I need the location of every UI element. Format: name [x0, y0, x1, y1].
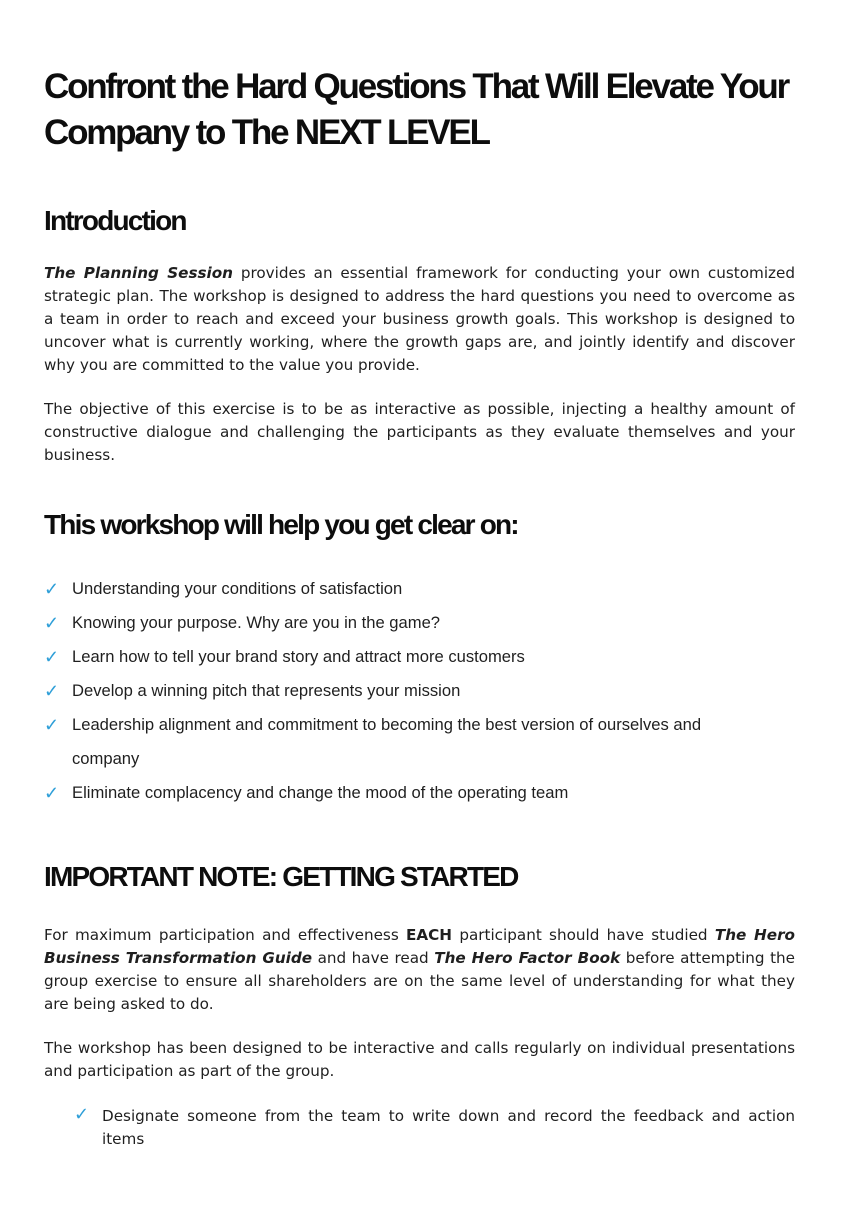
list-item-label: Understanding your conditions of satisfaction — [72, 579, 403, 598]
note-text: For maximum participation and effectiveness — [44, 926, 407, 944]
list-item-label: Designate someone from the team to write down and record the feedback and action items — [102, 1107, 795, 1148]
list-item-label: Leadership alignment and commitment to becoming the best version of ourselves and company — [72, 715, 702, 768]
guide-title-emphasis: The Hero Business Transformation Guide — [44, 926, 795, 967]
list-item — [74, 1105, 795, 1151]
note-text: and have read — [312, 949, 435, 967]
note-paragraph-1 — [44, 924, 795, 1016]
checkmark-icon: ✓ — [44, 579, 60, 599]
introduction-paragraph-1 — [44, 262, 795, 377]
checkmark-icon: ✓ — [44, 647, 60, 667]
workshop-checklist — [44, 572, 784, 810]
introduction-paragraph-2: The objective of this exercise is to be as interactive as possible, injecting a healthy amount of constructive dialogue and challenging the participants as they evaluate themselves and your business. — [44, 400, 795, 464]
note-checklist — [74, 1105, 795, 1151]
list-item-label: Eliminate complacency and change the mood of the operating team — [72, 783, 569, 802]
checkmark-icon: ✓ — [74, 1104, 90, 1125]
list-item — [44, 640, 784, 674]
introduction-paragraph-1-text: provides an essential framework for conducting your own customized strategic plan. The workshop is designed to address the hard questions you need to overcome as a team in order to reach and exceed your business growth goals. This workshop is designed to uncover what is currently working, where the growth gaps are, and jointly identify and discover why you are committed to the value you provide. — [44, 264, 795, 374]
list-item — [44, 572, 784, 606]
page-title: Confront the Hard Questions That Will Elevate Your Company to The NEXT LEVEL — [44, 67, 789, 152]
list-item — [44, 606, 784, 640]
list-item — [44, 708, 784, 776]
checkmark-icon: ✓ — [44, 613, 60, 633]
checkmark-icon: ✓ — [44, 783, 60, 803]
introduction-heading: Introduction — [44, 205, 186, 236]
checkmark-icon: ✓ — [44, 715, 60, 735]
note-text: participant should have studied — [452, 926, 715, 944]
list-item — [44, 776, 784, 810]
list-item-label: Learn how to tell your brand story and attract more customers — [72, 647, 525, 666]
book-title-emphasis: The Hero Factor Book — [434, 949, 621, 967]
workshop-heading: This workshop will help you get clear on: — [44, 509, 518, 540]
planning-session-emphasis: The Planning Session — [44, 264, 233, 282]
list-item-label: Develop a winning pitch that represents your mission — [72, 681, 461, 700]
important-note-heading: IMPORTANT NOTE: GETTING STARTED — [44, 861, 518, 892]
note-text: before attempting the group exercise to ensure all shareholders are on the same level of understanding for what they are being asked to do. — [44, 949, 795, 1013]
each-emphasis: EACH — [406, 926, 453, 944]
list-item — [44, 674, 784, 708]
note-paragraph-2: The workshop has been designed to be interactive and calls regularly on individual presentations and participation as part of the group. — [44, 1039, 795, 1080]
checkmark-icon: ✓ — [44, 681, 60, 701]
list-item-label: Knowing your purpose. Why are you in the game? — [72, 613, 441, 632]
